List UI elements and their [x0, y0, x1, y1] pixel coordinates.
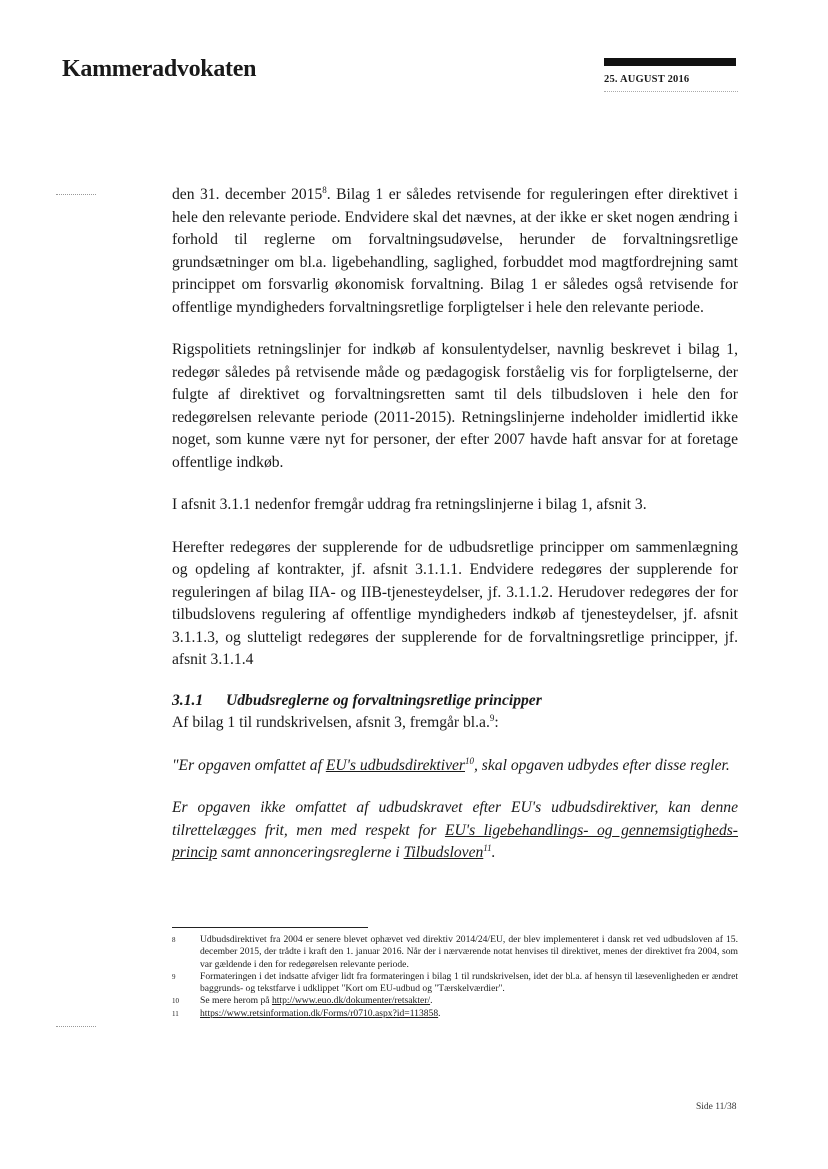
paragraph: I afsnit 3.1.1 nedenfor fremgår uddrag fra retningslinjerne i bilag 1, afsnit 3.: [172, 496, 647, 513]
document-date: 25. AUGUST 2016: [604, 74, 690, 85]
footnote-link[interactable]: http://www.euo.dk/dokumenter/retsakter/: [271, 995, 431, 1007]
quote-paragraph: Er opgaven ikke omfattet af udbudskravet efter EU's udbudsdirektiver, kan denne tilrettelægges frit, men med respekt for EU's ligebehandlings- og gennemsigtigheds-princip samt annonceringsreglerne i Tilbudsloven$^{11}$.: [172, 799, 739, 861]
footnote: 11 https://www.retsinformation.dk/Forms/r0710.aspx?id=113858.: [172, 1007, 441, 1019]
footnote: 8 Udbudsdirektivet fra 2004 er senere blevet ophævet ved direktiv 2014/24/EU, der blev implementeret i dansk ret ved udbudsloven af 15. december 2015, der trådte i kraft den 1. januar 2016. Når der i nærværende notat henvises til direktivet, menes der direktivet fra 2004, som var gældende i den for redegørelsen relevante periode.: [172, 934, 738, 970]
firm-logo: Kammeradvokaten: [62, 56, 257, 82]
footnote-mark: 8: [172, 936, 176, 944]
margin-dots-top: [56, 194, 96, 195]
link-tilbudsloven[interactable]: Tilbudsloven: [403, 844, 484, 861]
link-eu-principle[interactable]: EU's ligebehandlings- og gennemsigtigheds-princip: [172, 821, 739, 861]
footnote-ref: 8: [322, 184, 327, 195]
footnote: 10 Se mere herom på http://www.euo.dk/dokumenter/retsakter/.: [172, 995, 433, 1007]
paragraph: Herefter redegøres der supplerende for de udbudsretlige principper om sammenlægning og opdeling af kontrakter, jf. afsnit 3.1.1.1. Endvidere redegøres der supplerende for reguleringen af bilag IIA- og IIB-tjenesteydelser, jf. 3.1.1.2. Herudover redegøres der for tilbudslovens regulering af offentlige myndigheders indkøb af tjenesteydelser, jf. afsnit 3.1.1.3, og slutteligt redegøres der supplerende for de forvaltningsretlige principper, jf. afsnit 3.1.1.4: [172, 538, 738, 668]
header-bar: [604, 58, 736, 66]
footnote: 9 Formateringen i det indsatte afviger lidt fra formateringen i bilag 1 til rundskrivelsen, idet der bl.a. af hensyn til læsevenligheden er ændret baggrunds- og tekstfarve i udklippet "Kort om EU-udbud og "Tærskelværdier".: [172, 970, 738, 995]
footnotes: [172, 934, 738, 1020]
footnote-mark: 11: [172, 1009, 179, 1018]
paragraph: Rigspolitiets retningslinjer for indkøb af konsulentydelser, navnlig beskrevet i bilag 1, redegør således på retvisende måde og pædagogisk forståelig vis for forpligtelserne, der fulgte af direktivet og forvaltningsretten samt til dels tilbudsloven i hele den for redegørelsen relevante periode (2011-2015). Retningslinjerne indeholder imidlertid ikke noget, som kunne være nyt for personer, der efter 2007 havde haft ansvar for at foretage offentlige indkøb.: [172, 341, 738, 471]
footnote-mark: 9: [172, 972, 176, 981]
paragraph: den 31. december 2015$^8$. Bilag 1 er således retvisende for reguleringen efter direktivet i hele den relevante periode. Endvidere skal det nævnes, at der ikke er sket nogen ændring i forhold til reglerne om forvaltningsudøvelse, herunder de forvaltningsretlige grundsætninger om bl.a. ligebehandling, saglighed, forbuddet mod magtfordrejning samt princippet om forsvarlig økonomisk forvaltning. Bilag 1 er således også retvisende for offentlige myndigheders forvaltningsretlige forpligtelser i hele den relevante periode.: [172, 184, 738, 316]
section-heading: [172, 690, 738, 713]
margin-dots-bottom: [56, 1026, 96, 1027]
footnote-rule: [172, 927, 368, 928]
link-eu-directives[interactable]: EU's udbudsdirektiver: [325, 756, 465, 774]
quote-paragraph: "Er opgaven omfattet af EU's udbudsdirektiver$^{10}$, skal opgaven udbydes efter disse regler.: [172, 755, 730, 774]
footnote-ref: 10: [465, 755, 474, 766]
footnote-link[interactable]: https://www.retsinformation.dk/Forms/r0710.aspx?id=113858: [200, 1007, 439, 1019]
page-number: Side 11/38: [696, 1102, 737, 1112]
section-intro: Af bilag 1 til rundskrivelsen, afsnit 3, fremgår bl.a.$^9$:: [172, 712, 499, 731]
footnote-ref: 11: [483, 842, 492, 853]
section-number: 3.1.1: [172, 691, 204, 709]
header-dotted-rule: [604, 91, 738, 92]
footnote-mark: 10: [172, 997, 179, 1006]
footnote-ref: 9: [489, 712, 495, 723]
document-body: [172, 184, 738, 885]
section-title: Udbudsreglerne og forvaltningsretlige principper: [226, 691, 542, 709]
